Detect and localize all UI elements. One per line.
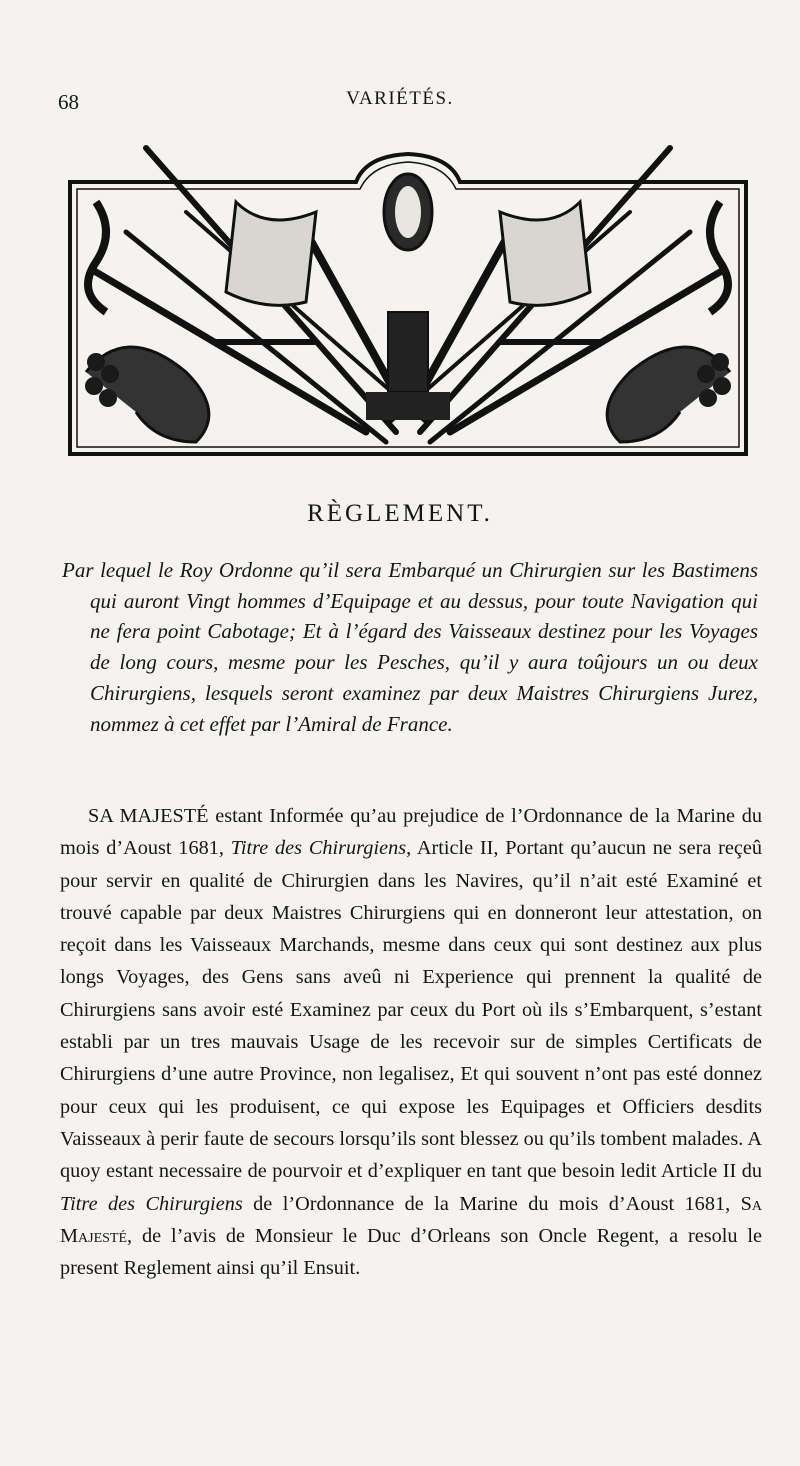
body-segment-4: , de l’avis de Monsieur le Duc d’Orleans son Oncle Regent, a resolu le present Reglement ainsi qu’il Ensuit. [60, 1224, 762, 1280]
body-paragraph [60, 800, 762, 1284]
body-segment-1: SA MAJESTÉ estant Informée qu’au prejudice de l’Ordonnance de la Marine du mois d’Aoust 1681, [60, 805, 762, 860]
preamble-text: Par lequel le Roy Ordonne qu’il sera Embarqué un Chirurgien sur les Bastimens qui auront Vingt hommes d’Equipage et au dessus, pour toute Navigation qui ne fera point Cabotage; Et à l’égard des Vaisseaux destinez pour les Voyages de long cours, mesme pour les Pesches, qu’il y aura toûjours un ou deux Chirurgiens, lesquels seront examinez par deux Maistres Chirurgiens Jurez, nommez à cet effet par l’Amiral de France. [62, 558, 758, 736]
body-italic-title-2: Titre des Chirurgiens [60, 1192, 243, 1215]
body-segment-3: de l’Ordonnance de la Marine du mois d’Aoust 1681, [242, 1192, 741, 1215]
body-segment-2: , Article II, Portant qu’aucun ne sera reçeû pour servir en qualité de Chirurgien dans les Navires, qu’il n’ait esté Examiné et trouvé capable par deux Maistres Chirurgiens qui en donneront leur attestation, on reçoit dans les Vaisseaux Marchands, mesme dans ceux qui sont destinez aux plus longs Voyages, des Gens sans aveû ni Experience qui prennent la qualité de Chirurgiens sans avoir esté Examinez par ceux du Port où ils s’Embarquent, s’estant establi par un tres mauvais Usage de les recevoir sur de simples Certificats de Chirurgiens d’une autre Province, non legalisez, Et qui souvent n’ont pas esté donnez pour ceux qui les produisent, ce qui expose les Equipages et Officiers desdits Vaisseaux à perir faute de secours lorsqu’ils sont blessez ou qu’ils tombent malades. A quoy estant necessaire de pourvoir et d’expliquer en tant que besoin ledit Article II du [60, 837, 762, 1183]
page-number: 68 [58, 90, 79, 114]
body-text [60, 800, 762, 1284]
preamble [62, 555, 758, 739]
running-title: VARIÉTÉS. [346, 88, 454, 109]
body-small-caps: Sa Majesté [60, 1192, 762, 1247]
body-italic-title-1: Titre des Chirurgiens [230, 837, 407, 860]
naval-trophy-ornament-icon [66, 142, 750, 460]
document-title: RÈGLEMENT. [307, 500, 493, 527]
